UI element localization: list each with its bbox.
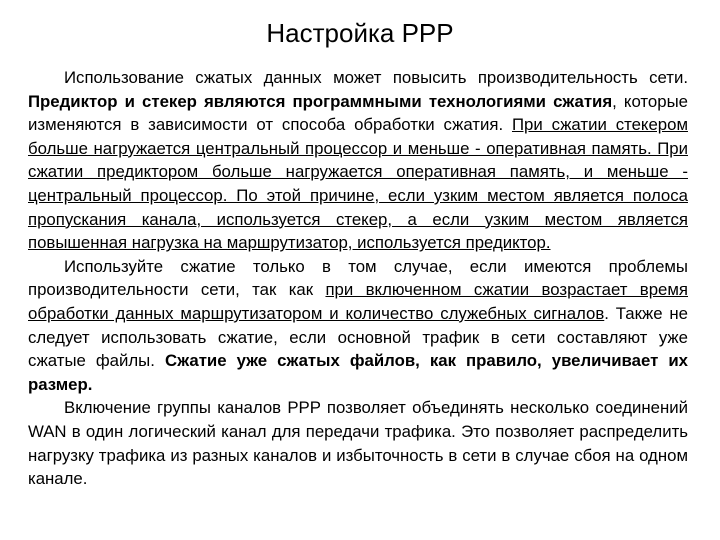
paragraph-ppp-multilink: Включение группы каналов PPP позволяет объединять несколько соединений WAN в один логический канал для передачи трафика. Это позволяет распределить нагрузку трафика из разных каналов и избыточность в сети в случае сбоя на одном канале.: [28, 398, 688, 489]
text-segment: Используйте сжатие только в том случае, если имеются проблемы производительности сети, так как: [28, 256, 688, 300]
page-title: Настройка PPP: [266, 18, 454, 48]
bold-text-segment: Сжатие уже сжатых файлов, как правило, увеличивает их размер.: [28, 351, 688, 394]
slide-body: [28, 66, 688, 491]
bold-text-segment: Предиктор и стекер являются программными технологиями сжатия: [28, 91, 613, 111]
paragraph-compression-methods: [28, 66, 688, 255]
text-segment: , которые изменяются в зависимости от способа обработки сжатия.: [28, 91, 688, 135]
text-segment: . Также не следует использовать сжатие, если основной трафик в сети составляют уже сжатые файлы.: [28, 303, 688, 371]
underlined-text-segment: при включенном сжатии возрастает время обработки данных маршрутизатором и количество служебных сигналов: [28, 280, 688, 323]
paragraph-compression-usage: [28, 255, 688, 397]
underlined-text-segment: При сжатии стекером больше нагружается центральный процессор и меньше - оперативная память. При сжатии предиктором больше нагружается оперативная память, и меньше - центральный процессор. По этой причине, если узким местом является полоса пропускания канала, используется стекер, а если узким местом является повышенная нагрузка на маршрутизатор, используется предиктор.: [28, 115, 688, 253]
text-segment: Использование сжатых данных может повысить производительность сети.: [64, 68, 688, 87]
